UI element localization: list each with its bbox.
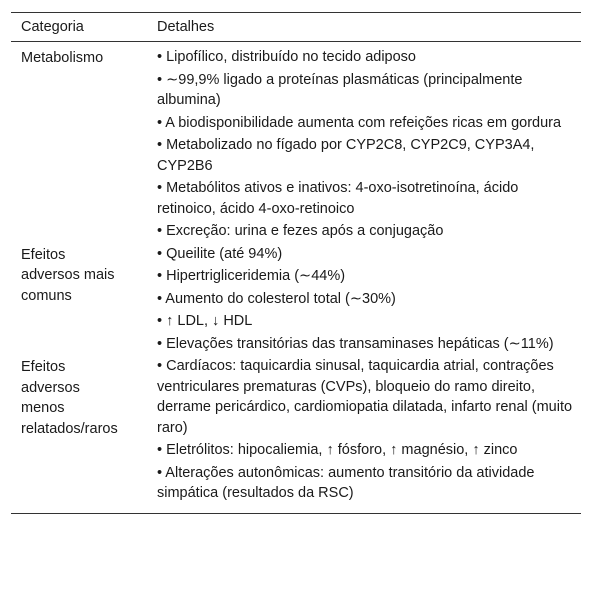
detail-item: • Elevações transitórias das transaminases hepáticas (∼11%) (157, 335, 554, 352)
row-category: Efeitos adversos mais comuns (21, 246, 115, 304)
row-details (157, 244, 581, 357)
table-header-row (11, 13, 581, 42)
detail-item: • Lipofílico, distribuído no tecido adiposo (157, 49, 416, 65)
table-body (11, 42, 581, 513)
detail-item: • Metabolizado no fígado por CYP2C8, CYP2C9, CYP3A4, CYP2B6 (157, 137, 535, 174)
row-details (157, 47, 581, 244)
table-row (11, 244, 581, 357)
data-table (11, 12, 581, 514)
detail-item: • Eletrólitos: hipocaliemia, ↑ fósforo, ↑ magnésio, ↑ zinco (157, 442, 518, 458)
detail-item: • Excreção: urina e fezes após a conjugação (157, 223, 444, 239)
detail-item: • Aumento do colesterol total (∼30%) (157, 290, 396, 307)
header-detalhes: Detalhes (157, 19, 215, 35)
detail-item: • Alterações autonômicas: aumento transitório da atividade simpática (resultados da RSC) (157, 464, 535, 501)
detail-item: • Metabólitos ativos e inativos: 4-oxo-isotretinoína, ácido retinoico, ácido 4-oxo-retinoico (157, 180, 519, 217)
table-row (11, 356, 581, 506)
header-categoria: Categoria (21, 19, 84, 35)
table-row (11, 47, 581, 244)
row-category: Metabolismo (21, 50, 104, 66)
detail-item: • Hipertrigliceridemia (∼44%) (157, 268, 346, 284)
detail-item: • A biodisponibilidade aumenta com refeições ricas em gordura (157, 114, 562, 131)
detail-item: • Queilite (até 94%) (157, 245, 283, 262)
detail-item: • Cardíacos: taquicardia sinusal, taquicardia atrial, contrações ventriculares prematuras (CVPs), bloqueio do ramo direito, derrame pericárdico, cardiomiopatia dilatada, infarto renal (muito raro) (157, 358, 573, 436)
row-details (157, 356, 581, 506)
detail-item: • ↑ LDL, ↓ HDL (157, 313, 253, 329)
detail-item: • ∼99,9% ligado a proteínas plasmáticas (principalmente albumina) (157, 71, 523, 108)
row-category: Efeitos adversos menos relatados/raros (21, 359, 118, 437)
